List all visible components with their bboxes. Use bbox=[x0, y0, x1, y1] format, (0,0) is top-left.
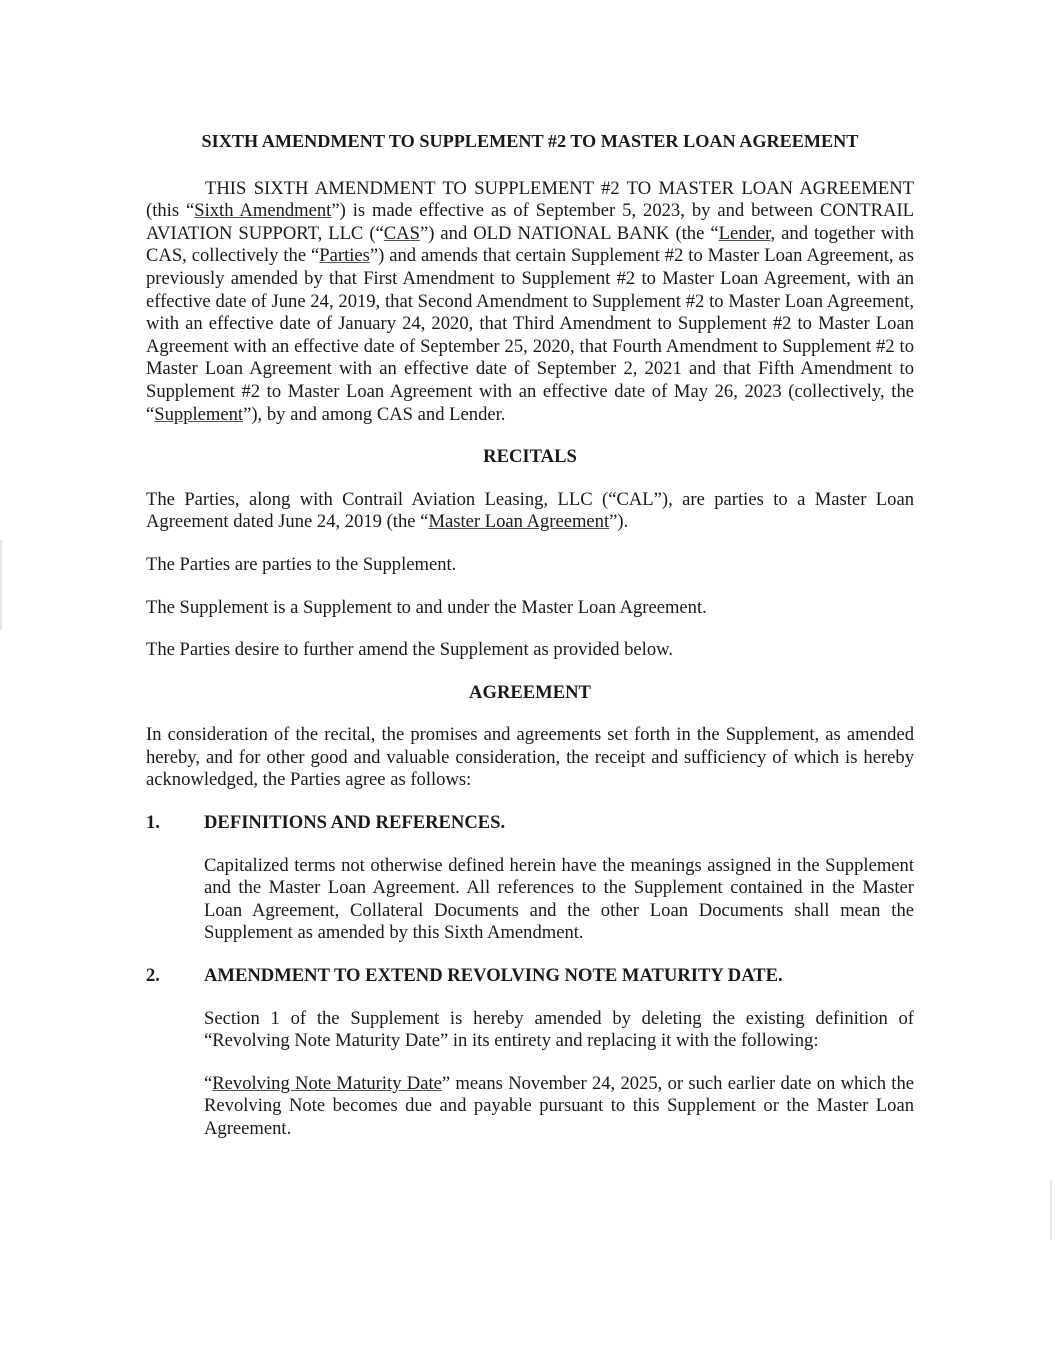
recital-paragraph: The Parties are parties to the Supplement. bbox=[146, 553, 457, 575]
defined-term-supplement: Supplement bbox=[154, 403, 244, 425]
defined-term-master-loan-agreement: Master Loan Agreement bbox=[428, 511, 610, 533]
section-1-body: Capitalized terms not otherwise defined herein have the meanings assigned in the Supplement and the Master Loan Agreement. All references to the Supplement contained in the Master Loan Agreement, Collateral Documents and the other Loan Documents shall mean the Supplement as amended by this Sixth Amendment. bbox=[204, 854, 914, 944]
recital-paragraph: The Parties, along with Contrail Aviation Leasing, LLC (“CAL”), are parties to a Master Loan Agreement dated June 24, 2019 (the “Master Loan Agreement”). bbox=[146, 488, 914, 533]
section-number: 1. bbox=[146, 812, 160, 834]
defined-term-cas: CAS bbox=[383, 222, 420, 244]
document-page bbox=[146, 130, 914, 1161]
section-2-body: Section 1 of the Supplement is hereby amended by deleting the existing definition of “Revolving Note Maturity Date” in its entirety and replacing it with the following: bbox=[204, 1007, 914, 1052]
defined-term-parties: Parties bbox=[319, 245, 370, 267]
section-title: AMENDMENT TO EXTEND REVOLVING NOTE MATURITY DATE. bbox=[204, 965, 783, 987]
scan-edge-mark bbox=[0, 540, 2, 630]
recitals-heading: RECITALS bbox=[483, 446, 577, 468]
recital-paragraph: The Parties desire to further amend the Supplement as provided below. bbox=[146, 639, 674, 661]
intro-paragraph: THIS SIXTH AMENDMENT TO SUPPLEMENT #2 TO MASTER LOAN AGREEMENT (this “Sixth Amendment”) is made effective as of September 5, 2023, by and between CONTRAIL AVIATION SUPPORT, LLC (“CAS”) and OLD NATIONAL BANK (the “Lender, and together with CAS, collectively the “Parties”) and amends that certain Supplement #2 to Master Loan Agreement, as previously amended by that First Amendment to Supplement #2 to Master Loan Agreement, with an effective date of June 24, 2019, that Second Amendment to Supplement #2 to Master Loan Agreement, with an effective date of January 24, 2020, that Third Amendment to Supplement #2 to Master Loan Agreement with an effective date of September 25, 2020, that Fourth Amendment to Supplement #2 to Master Loan Agreement with an effective date of September 2, 2021 and that Fifth Amendment to Supplement #2 to Master Loan Agreement with an effective date of May 26, 2023 (collectively, the “Supplement”), by and among CAS and Lender. bbox=[146, 177, 914, 425]
section-2-heading bbox=[146, 965, 914, 988]
agreement-intro: In consideration of the recital, the promises and agreements set forth in the Supplement, as amended hereby, and for other good and valuable consideration, the receipt and sufficiency of which is hereby acknowledged, the Parties agree as follows: bbox=[146, 724, 914, 791]
recital-paragraph: The Supplement is a Supplement to and under the Master Loan Agreement. bbox=[146, 596, 707, 618]
defined-term-lender: Lender bbox=[718, 222, 771, 244]
defined-term-revolving-note-maturity-date: Revolving Note Maturity Date bbox=[212, 1072, 442, 1094]
document-title: SIXTH AMENDMENT TO SUPPLEMENT #2 TO MASTER LOAN AGREEMENT bbox=[201, 131, 859, 151]
definition-paragraph: “Revolving Note Maturity Date” means November 24, 2025, or such earlier date on which the Revolving Note becomes due and payable pursuant to this Supplement or the Master Loan Agreement. bbox=[204, 1072, 914, 1139]
defined-term-sixth-amendment: Sixth Amendment bbox=[194, 200, 332, 222]
scan-edge-mark bbox=[1050, 1180, 1052, 1240]
section-title: DEFINITIONS AND REFERENCES. bbox=[204, 812, 506, 834]
agreement-heading: AGREEMENT bbox=[469, 681, 591, 703]
section-1-heading bbox=[146, 812, 914, 835]
section-number: 2. bbox=[146, 965, 160, 987]
